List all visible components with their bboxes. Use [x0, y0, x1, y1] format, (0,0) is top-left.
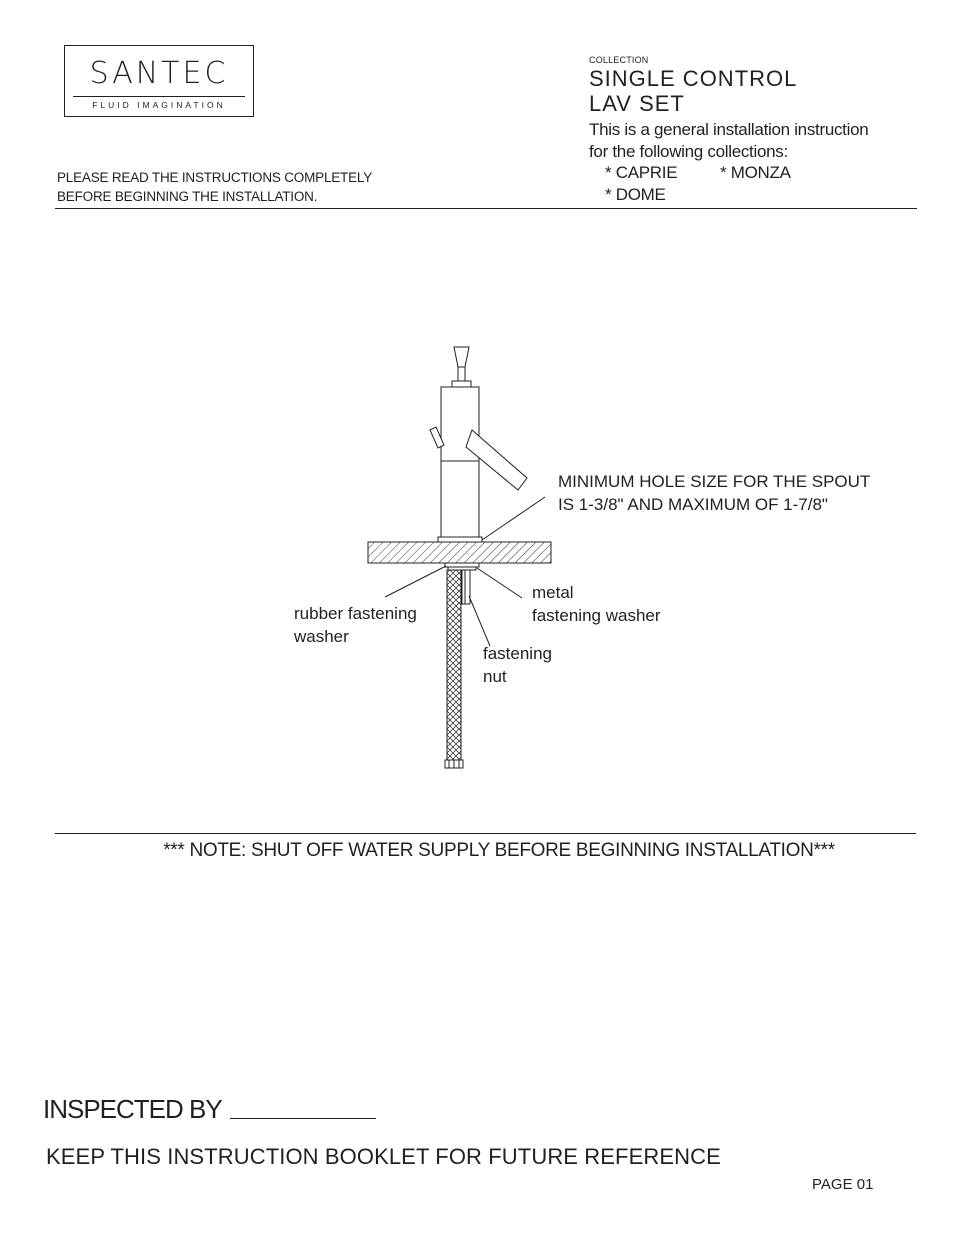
supply-hose	[447, 570, 461, 760]
faucet-body	[438, 387, 482, 542]
fastening-nut-callout	[483, 642, 552, 688]
page-number: PAGE 01	[812, 1176, 874, 1193]
fastening-nut-leader	[469, 596, 490, 646]
rubber-washer	[445, 563, 479, 567]
fastening-nut-line-2: nut	[483, 667, 507, 686]
inspected-by-label: INSPECTED BY	[43, 1094, 222, 1124]
hole-size-callout	[558, 470, 870, 516]
hole-size-line-2: IS 1-3/8" AND MAXIMUM OF 1-7/8"	[558, 495, 828, 514]
rubber-washer-leader	[385, 566, 446, 597]
intro-line-1: This is a general installation instruction	[589, 120, 869, 139]
hole-size-line-1: MINIMUM HOLE SIZE FOR THE SPOUT	[558, 472, 871, 491]
note-divider	[55, 833, 916, 834]
rubber-washer-line-2: washer	[294, 627, 349, 646]
rubber-washer-line-1: rubber fastening	[294, 604, 417, 623]
read-line-2: BEFORE BEGINNING THE INSTALLATION.	[57, 189, 318, 204]
read-line-1: PLEASE READ THE INSTRUCTIONS COMPLETELY	[57, 170, 373, 185]
fastening-nut-line-1: fastening	[483, 644, 552, 663]
collection-tag: COLLECTION	[589, 55, 649, 65]
hole-size-leader	[482, 497, 545, 540]
handle-knob	[452, 347, 471, 387]
logo-tagline: FLUID IMAGINATION	[92, 100, 226, 110]
metal-washer-callout	[532, 581, 661, 627]
signature-line	[230, 1118, 376, 1119]
title-line-1: SINGLE CONTROL	[589, 66, 798, 91]
rubber-washer-callout	[294, 602, 417, 648]
metal-washer-line-1: metal	[532, 583, 574, 602]
logo-wordmark: SANTEC	[89, 56, 229, 91]
metal-washer-leader	[477, 568, 522, 598]
collection-dome: * DOME	[605, 185, 666, 204]
metal-washer-line-2: fastening washer	[532, 606, 661, 625]
keep-booklet-notice: KEEP THIS INSTRUCTION BOOKLET FOR FUTURE REFERENCE	[46, 1144, 721, 1169]
collection-monza: * MONZA	[720, 163, 791, 182]
intro-line-2: for the following collections:	[589, 142, 788, 161]
title-line-2: LAV SET	[589, 91, 685, 116]
water-supply-note: *** NOTE: SHUT OFF WATER SUPPLY BEFORE BEGINNING INSTALLATION***	[163, 840, 835, 861]
fastening-nut	[462, 570, 470, 604]
countertop	[368, 542, 551, 563]
collection-caprie: * CAPRIE	[605, 163, 678, 182]
